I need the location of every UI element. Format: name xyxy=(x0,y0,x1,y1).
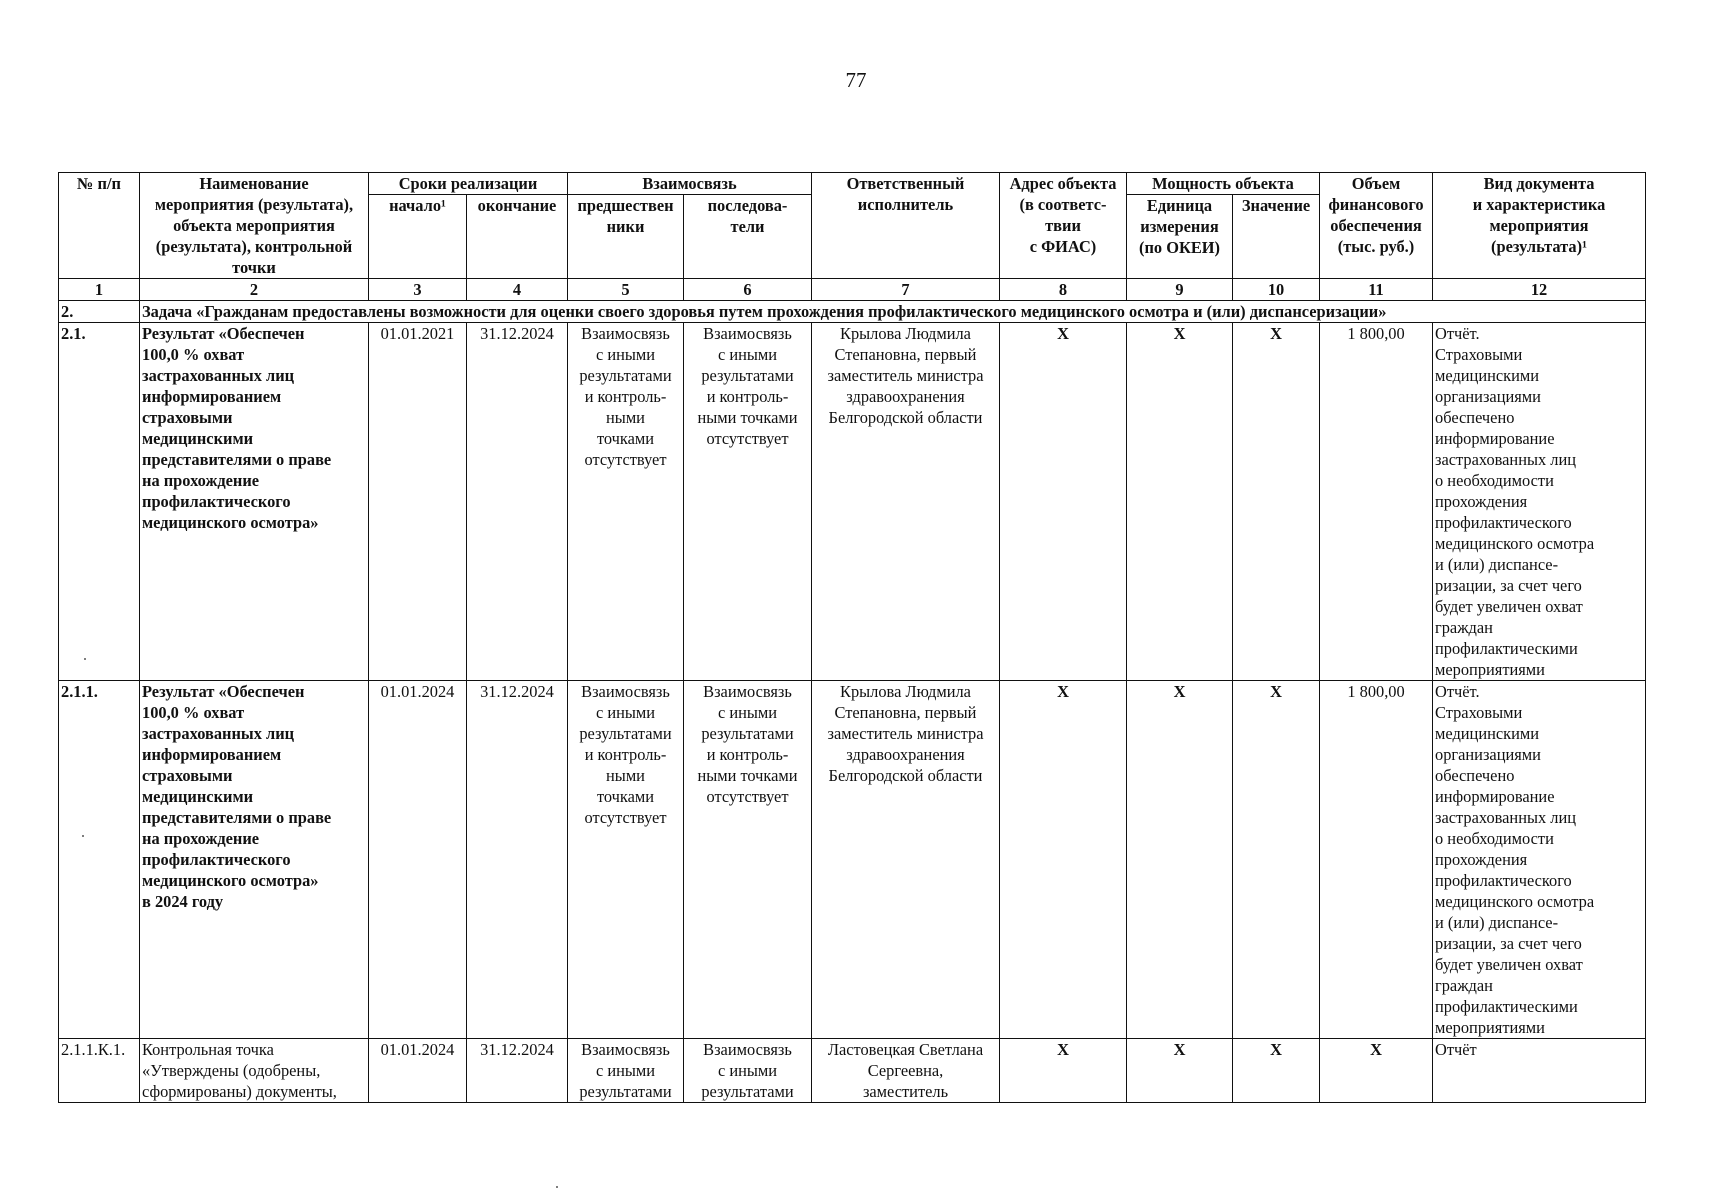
row-number: 2.1. xyxy=(59,323,140,681)
page-number: 77 xyxy=(845,68,867,92)
row-address: X xyxy=(1000,323,1127,681)
scan-speck xyxy=(556,1186,558,1188)
task-row xyxy=(59,301,1646,323)
task-title: Задача «Гражданам предоставлены возможности для оценки своего здоровья путем прохождения профилактического медицинского осмотра и (или) диспансеризации» xyxy=(140,301,1646,323)
header-value: Значение xyxy=(1233,195,1320,279)
column-number: 10 xyxy=(1233,279,1320,301)
header-terms: Сроки реализации xyxy=(369,173,568,195)
row-value: X xyxy=(1233,1039,1320,1103)
row-predecessors: Взаимосвязь с иными результатами и контроль- ными точками отсутствует xyxy=(568,323,684,681)
header-document: Вид документа и характеристика мероприятия (результата)¹ xyxy=(1433,173,1646,279)
table-row xyxy=(59,681,1646,1039)
row-address: X xyxy=(1000,681,1127,1039)
row-finance: 1 800,00 xyxy=(1320,323,1433,681)
header-responsible: Ответственный исполнитель xyxy=(812,173,1000,279)
row-end-date: 31.12.2024 xyxy=(467,323,568,681)
row-responsible: Крылова Людмила Степановна, первый заместитель министра здравоохранения Белгородской области xyxy=(812,681,1000,1039)
row-finance: 1 800,00 xyxy=(1320,681,1433,1039)
scan-speck xyxy=(84,658,86,660)
row-predecessors: Взаимосвязь с иными результатами и контроль- ными точками отсутствует xyxy=(568,681,684,1039)
header-num: № п/п xyxy=(59,173,140,279)
header-row-1 xyxy=(59,173,1646,195)
row-value: X xyxy=(1233,323,1320,681)
table-row xyxy=(59,323,1646,681)
column-number-row xyxy=(59,279,1646,301)
scan-speck xyxy=(82,835,84,837)
row-document: Отчёт. Страховыми медицинскими организациями обеспечено информирование застрахованных лиц о необходимости прохождения профилактического медицинского осмотра и (или) диспансе- ризации, за счет чего будет увеличен охват граждан профилактическими мероприятиями xyxy=(1433,681,1646,1039)
row-end-date: 31.12.2024 xyxy=(467,681,568,1039)
column-number: 11 xyxy=(1320,279,1433,301)
row-number: 2.1.1. xyxy=(59,681,140,1039)
column-number: 7 xyxy=(812,279,1000,301)
row-finance: X xyxy=(1320,1039,1433,1103)
header-predecessors: предшествен ники xyxy=(568,195,684,279)
header-capacity: Мощность объекта xyxy=(1127,173,1320,195)
row-start-date: 01.01.2024 xyxy=(369,1039,467,1103)
row-document: Отчёт xyxy=(1433,1039,1646,1103)
column-number: 1 xyxy=(59,279,140,301)
row-value: X xyxy=(1233,681,1320,1039)
row-successors: Взаимосвязь с иными результатами и контроль- ными точками отсутствует xyxy=(684,323,812,681)
header-relation: Взаимосвязь xyxy=(568,173,812,195)
header-finance: Объем финансового обеспечения (тыс. руб.) xyxy=(1320,173,1433,279)
row-address: X xyxy=(1000,1039,1127,1103)
column-number: 4 xyxy=(467,279,568,301)
row-start-date: 01.01.2024 xyxy=(369,681,467,1039)
row-name: Результат «Обеспечен 100,0 % охват застрахованных лиц информированием страховыми медицинскими представителями о праве на прохождение профилактического медицинского осмотра» в 2024 году xyxy=(140,681,369,1039)
row-document: Отчёт. Страховыми медицинскими организациями обеспечено информирование застрахованных лиц о необходимости прохождения профилактического медицинского осмотра и (или) диспансе- ризации, за счет чего будет увеличен охват граждан профилактическими мероприятиями xyxy=(1433,323,1646,681)
header-unit: Единица измерения (по ОКЕИ) xyxy=(1127,195,1233,279)
row-unit: X xyxy=(1127,681,1233,1039)
task-number: 2. xyxy=(59,301,140,323)
row-successors: Взаимосвязь с иными результатами xyxy=(684,1039,812,1103)
header-start: начало¹ xyxy=(369,195,467,279)
row-predecessors: Взаимосвязь с иными результатами xyxy=(568,1039,684,1103)
row-name: Результат «Обеспечен 100,0 % охват застрахованных лиц информированием страховыми медицинскими представителями о праве на прохождение профилактического медицинского осмотра» xyxy=(140,323,369,681)
row-unit: X xyxy=(1127,323,1233,681)
row-responsible: Ластовецкая Светлана Сергеевна, заместитель xyxy=(812,1039,1000,1103)
row-name: Контрольная точка «Утверждены (одобрены, сформированы) документы, xyxy=(140,1039,369,1103)
implementation-plan-table xyxy=(58,172,1646,1103)
column-number: 3 xyxy=(369,279,467,301)
column-number: 8 xyxy=(1000,279,1127,301)
column-number: 12 xyxy=(1433,279,1646,301)
header-name: Наименование мероприятия (результата), объекта мероприятия (результата), контрольной точки xyxy=(140,173,369,279)
table-row xyxy=(59,1039,1646,1103)
header-successors: последова- тели xyxy=(684,195,812,279)
row-start-date: 01.01.2021 xyxy=(369,323,467,681)
row-unit: X xyxy=(1127,1039,1233,1103)
row-number: 2.1.1.К.1. xyxy=(59,1039,140,1103)
row-responsible: Крылова Людмила Степановна, первый заместитель министра здравоохранения Белгородской области xyxy=(812,323,1000,681)
column-number: 2 xyxy=(140,279,369,301)
row-end-date: 31.12.2024 xyxy=(467,1039,568,1103)
column-number: 5 xyxy=(568,279,684,301)
header-end: окончание xyxy=(467,195,568,279)
header-address: Адрес объекта (в соответс- твии с ФИАС) xyxy=(1000,173,1127,279)
row-successors: Взаимосвязь с иными результатами и контроль- ными точками отсутствует xyxy=(684,681,812,1039)
column-number: 9 xyxy=(1127,279,1233,301)
column-number: 6 xyxy=(684,279,812,301)
